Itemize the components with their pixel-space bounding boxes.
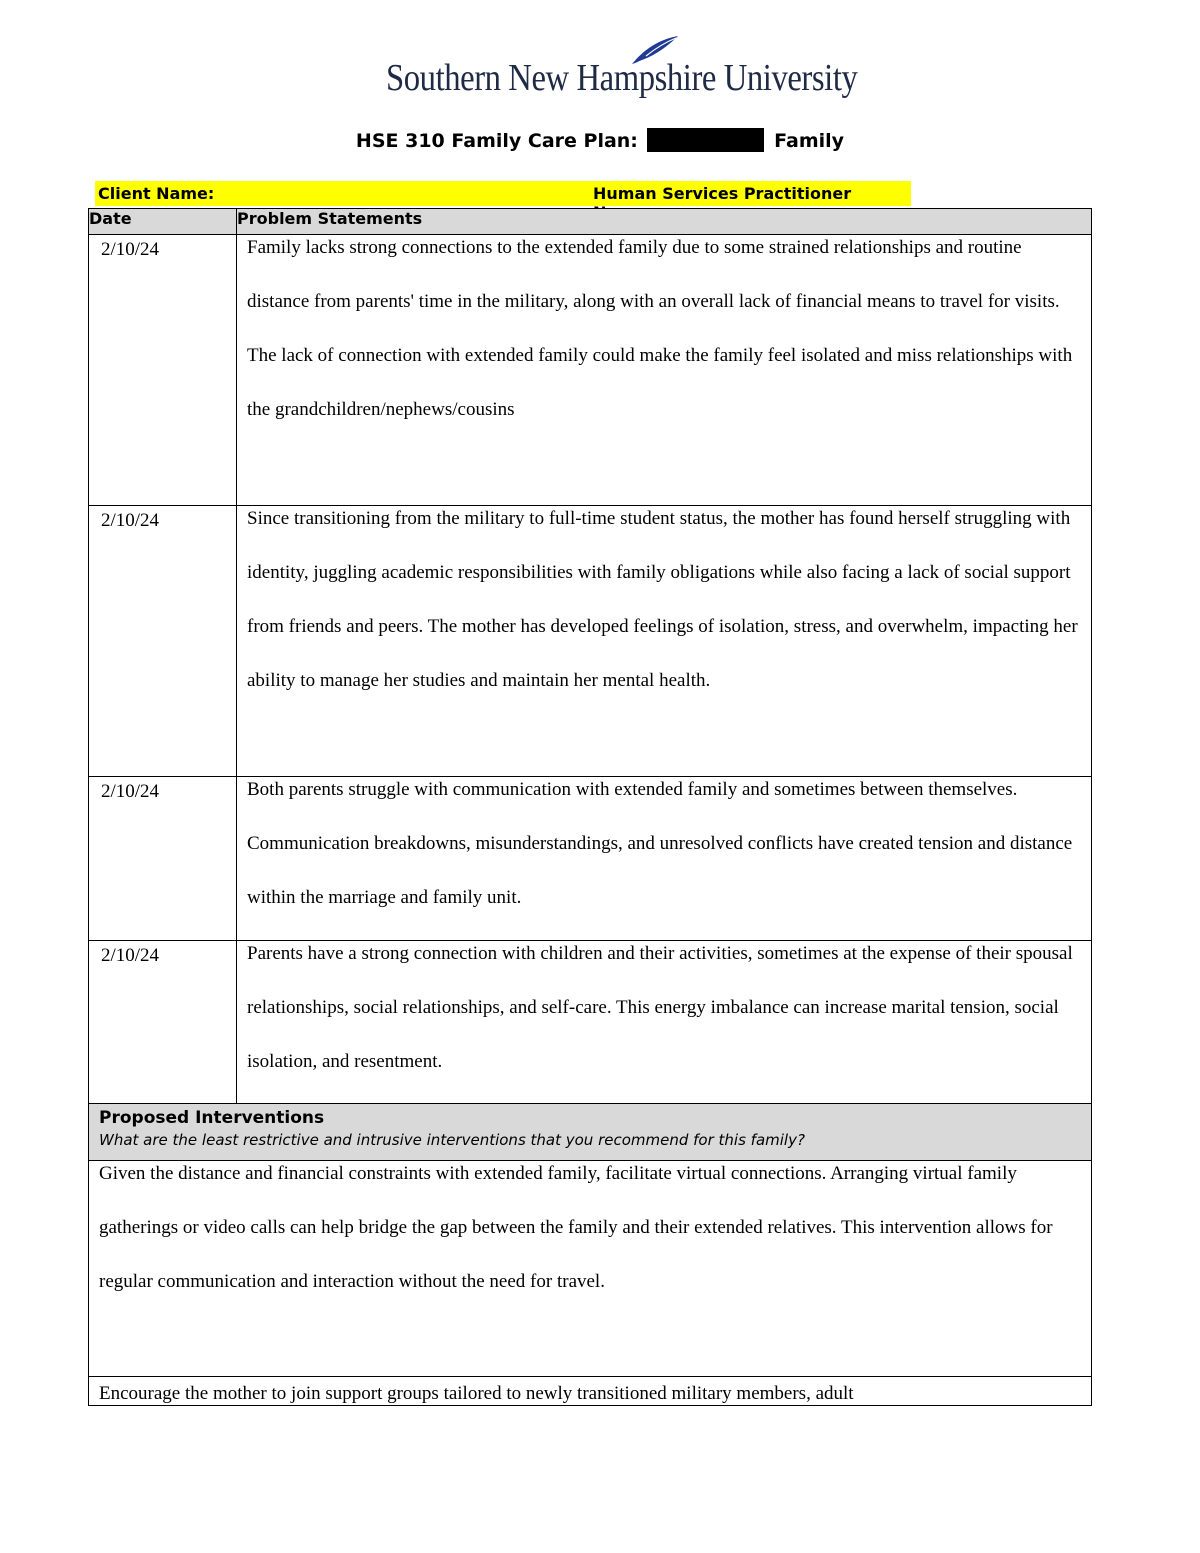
intervention-text: Given the distance and financial constraints with extended family, facilitate virtual connections. Arranging virtual family gatherings or video calls can help bridge the gap between the family and their extended relatives. This intervention allows for regular communication and interaction without the need for travel. [89,1161,1092,1377]
page-title [0,128,1200,152]
interventions-heading: Proposed Interventions [99,1108,325,1128]
university-logo [386,34,858,104]
problem-date: 2/10/24 [89,506,237,777]
redacted-name [647,128,764,152]
problem-statement: Since transitioning from the military to full-time student status, the mother has found herself struggling with identity, juggling academic responsibilities with family obligations while also facing a lack of social support from friends and peers. The mother has developed feelings of isolation, stress, and overwhelm, impacting her ability to manage her studies and maintain her mental health. [237,506,1092,777]
date-column-header: Date [89,209,237,235]
problem-statement: Family lacks strong connections to the extended family due to some strained relationships and routine distance from parents' time in the military, along with an overall lack of financial means to travel for visits. The lack of connection with extended family could make the family feel isolated and miss relationships with the grandchildren/nephews/cousins [237,235,1092,506]
practitioner-name-label: Human Services Practitioner Name: [593,184,852,222]
intervention-row [89,1377,1092,1406]
client-name-label: Client Name: [98,184,215,203]
interventions-question: What are the least restrictive and intrusive interventions that you recommend for this family? [99,1131,805,1149]
problem-date: 2/10/24 [89,941,237,1104]
statement-column-header: Problem Statements [237,209,1092,235]
problem-row [89,777,1092,941]
care-plan-table [88,208,1092,1406]
title-prefix: HSE 310 Family Care Plan: [355,130,638,152]
problem-date: 2/10/24 [89,777,237,941]
problem-row [89,235,1092,506]
problem-statement: Parents have a strong connection with children and their activities, sometimes at the expense of their spousal relationships, social relationships, and self-care. This energy imbalance can increase marital tension, social isolation, and resentment. [237,941,1092,1104]
intervention-row [89,1161,1092,1377]
intervention-text: Encourage the mother to join support groups tailored to newly transitioned military members, adult [89,1377,1092,1406]
logo-text: Southern New Hampshire University [386,57,858,99]
title-suffix: Family [774,130,845,152]
problem-row [89,941,1092,1104]
problem-statement: Both parents struggle with communication with extended family and sometimes between themselves. Communication breakdowns, misunderstandings, and unresolved conflicts have created tension and distance within the marriage and family unit. [237,777,1092,941]
problem-date: 2/10/24 [89,235,237,506]
problem-row [89,506,1092,777]
